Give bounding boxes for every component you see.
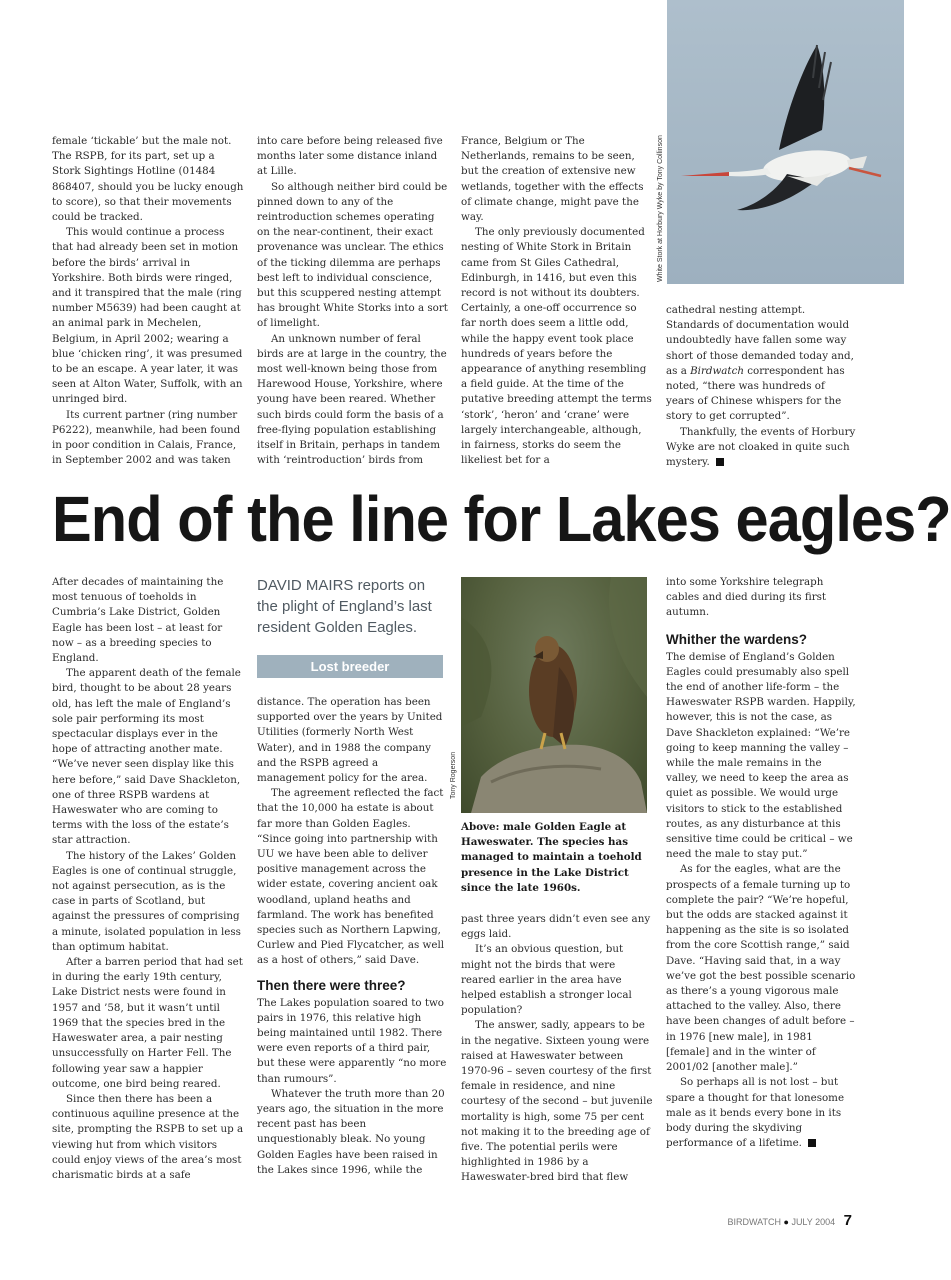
stork-column-1 [52, 134, 245, 468]
stork-photo-credit: White Stork at Horbury Wyke by Tony Collinson [657, 135, 664, 282]
article-paragraph: Whatever the truth more than 20 years ago, the situation in the more recent past has been unquestionably bleak. No young Golden Eagles have been raised in the Lakes since 1996, while the [257, 1087, 445, 1176]
article-paragraph: The Lakes population soared to two pairs in 1976, this relative high being maintained until 1982. There were even reports of a third pair, but these were apparently “no more than rumours”. [257, 996, 447, 1085]
stork-column-4 [666, 303, 856, 470]
stork-paragraph: Its current partner (ring number P6222), meanwhile, had been found in poor condition in Calais, France, in September 2002 and was taken [52, 408, 241, 467]
article-column-1 [52, 575, 245, 1183]
stork-paragraph: This would continue a process that had already been set in motion before the birds’ arrival in Yorkshire. Both birds were ringed, and it transpired that the male (ring number M5639) had been caught at an animal park in Mechelen, Belgium, in April 2002; wearing a blue ‘chicken ring’, it was presumed to be an escape. A year later, it was seen at Alton Water, Suffolk, with an unringed bird. [52, 226, 243, 406]
stork-paragraph: cathedral nesting attempt. Standards of documentation would undoubtedly have fallen some way short of those demanded today and, as a Birdwatch correspondent has noted, “there was hundreds of years of Chinese whispers for the story to get corrupted”. [666, 304, 854, 423]
article-paragraph: into some Yorkshire telegraph cables and died during its first autumn. [666, 576, 827, 619]
subheading-whither-the-wardens: Whither the wardens? [666, 631, 808, 647]
stork-paragraph: Thankfully, the events of Horbury Wyke are not cloaked in quite such mystery. [666, 425, 856, 469]
stork-paragraph: So although neither bird could be pinned down to any of the reintroduction schemes operating on the near-continent, their exact provenance was unclear. The ethics of the ticking dilemma are perhaps best left to individual conscience, but this scuppered nesting attempt has brought White Storks into a sort of limelight. [257, 180, 448, 330]
stork-paragraph: The only previously documented nesting of White Stork in Britain came from St Giles Cathedral, Edinburgh, in 1416, but even this record is not without its doubters. Certainly, a one-off occurrence so far north does seem a little odd, while the happy event took place hundreds of years before the appearance of anything resembling a field guide. At the time of the putative breeding attempt the terms ‘stork’, ‘heron’ and ‘crane’ were largely interchangeable, although, in fairness, storks do seem the likeliest bet for a [461, 226, 652, 467]
box-label: Lost breeder [310, 659, 390, 674]
article-paragraph: It’s an obvious question, but might not the birds that were reared earlier in the area have helped establish a stronger local population? [461, 943, 632, 1017]
end-mark-icon [808, 1139, 816, 1147]
page-number: 7 [843, 1212, 852, 1229]
footer-magazine: BIRDWATCH [727, 1217, 781, 1227]
article-paragraph: After decades of maintaining the most tenuous of toeholds in Cumbria’s Lake District, Golden Eagle has been lost – at least for now – as a breeding species to England. [52, 576, 224, 665]
article-paragraph: distance. The operation has been supported over the years by United Utilities (formerly North West Water), and in 1988 the company and the RSPB agreed a management policy for the area. [257, 696, 443, 785]
article-column-4 [666, 575, 856, 1151]
article-paragraph: The agreement reflected the fact that the 10,000 ha estate is about far more than Golden Eagles. “Since going into partnership with UU we have been able to deliver positive management across the wider estate, covering ancient oak woodland, upland heaths and farmland. The work has benefited species such as Northern Lapwing, Curlew and Pied Flycatcher, as well as a host of others,” said Dave. [257, 787, 445, 967]
article-paragraph: past three years didn’t even see any eggs laid. [461, 913, 651, 941]
article-paragraph: The demise of England’s Golden Eagles could presumably also spell the end of another life-form – the Haweswater RSPB warden. Happily, however, this is not the case, as Dave Shackleton explained: “We’re going to keep manning the valley – while the male remains in the valley, we need to keep the area as quiet as possible. We would urge visitors to stick to the established routes, as any disturbance at this sensitive time could be critical – we need the male to stay put.” [666, 650, 856, 861]
stork-column-2 [257, 134, 449, 468]
article-paragraph: After a barren period that had set in during the early 19th century, Lake District nests were found in 1957 and ’58, but it wasn’t until 1969 that the species bred in the Haweswater area, a pair nesting unsuccessfully on Harter Fell. The following year saw a happier outcome, one bird being reared. [52, 956, 243, 1090]
article-paragraph: As for the eagles, what are the prospects of a female turning up to complete the pair? “We’re hopeful, but the odds are stacked against it happening as the site is so isolated from the core Scottish range,” said Dave. “Having said that, in a way we’ve got the best possible scenario as there’s a young vigorous male attached to the valley. Also, there have been changes of adult before – in 1976 [new male], in 1981 [female] and in the winter of 2001/02 [another male].” [666, 863, 856, 1074]
article-paragraph: So perhaps all is not lost – but spare a thought for that lonesome male as it bends every bone in its body during the skydiving performance of a lifetime. [666, 1076, 845, 1150]
end-mark-icon [716, 458, 724, 466]
footer-bullet-icon: ● [783, 1217, 789, 1227]
headline: End of the line for Lakes eagles? [52, 483, 951, 555]
stork-paragraph: An unknown number of feral birds are at large in the country, the most well-known being those from Harewood House, Yorkshire, where young have been reared. Whether such birds could form the basis of a free-flying population establishing itself in Britain, perhaps in tandem with ‘reintroduction’ birds from [257, 332, 447, 467]
golden-eagle-photo [450, 577, 647, 813]
article-paragraph: The answer, sadly, appears to be in the negative. Sixteen young were raised at Haweswater between 1970-96 – seven courtesy of the first female in residence, and nine courtesy of the second – but juvenile mortality is high, some 75 per cent not making it to the breeding age of five. The potential perils were highlighted in 1986 by a Haweswater-bred bird that flew [461, 1019, 653, 1184]
standfirst: DAVID MAIRS reports on the plight of England’s last resident Golden Eagles. [257, 577, 432, 636]
stork-paragraph: female ‘tickable’ but the male not. The RSPB, for its part, set up a Stork Sightings Hotline (01484 868407, should you be lucky enough to score), so that their movements could be tracked. [52, 135, 244, 224]
white-stork-photo [657, 0, 904, 284]
subheading-then-there-were-three: Then there were three? [257, 977, 406, 993]
article-paragraph: Since then there has been a continuous aquiline presence at the site, prompting the RSPB to set up a viewing hut from which visitors could enjoy views of the area’s most charismatic birds at a safe [52, 1092, 244, 1181]
stork-illustration [667, 0, 904, 284]
article-paragraph: The apparent death of the female bird, thought to be about 28 years old, has left the male of England’s sole pair performing its most spectacular displays ever in the hope of attracting another mate. “We’ve never seen display like this here before,” said Dave Shackleton, one of three RSPB wardens at Haweswater who are coming to terms with the loss of the estate’s star attraction. [52, 667, 241, 847]
eagle-illustration [461, 577, 647, 813]
page-footer [727, 1212, 852, 1229]
article-paragraph: The history of the Lakes’ Golden Eagles is one of continual struggle, not against persecution, as is the case in parts of Scotland, but against the pressures of comprising a minute, isolated population in less than optimum habitat. [52, 849, 241, 953]
article-column-2 [257, 695, 447, 1178]
article-column-3 [461, 912, 653, 1186]
stork-paragraph: into care before being released five months later some distance inland at Lille. [257, 135, 443, 178]
stork-paragraph: France, Belgium or The Netherlands, remains to be seen, but the creation of extensive new wetlands, together with the effects of climate change, might pave the way. [461, 135, 644, 224]
stork-column-3 [461, 134, 653, 468]
photo-caption: Above: male Golden Eagle at Haweswater. The species has managed to maintain a toehold presence in the Lake District since the late 1960s. [461, 821, 642, 894]
eagle-photo-credit: Tony Rogerson [450, 751, 457, 799]
lost-breeder-box [257, 655, 443, 678]
footer-date: JULY 2004 [791, 1217, 836, 1227]
